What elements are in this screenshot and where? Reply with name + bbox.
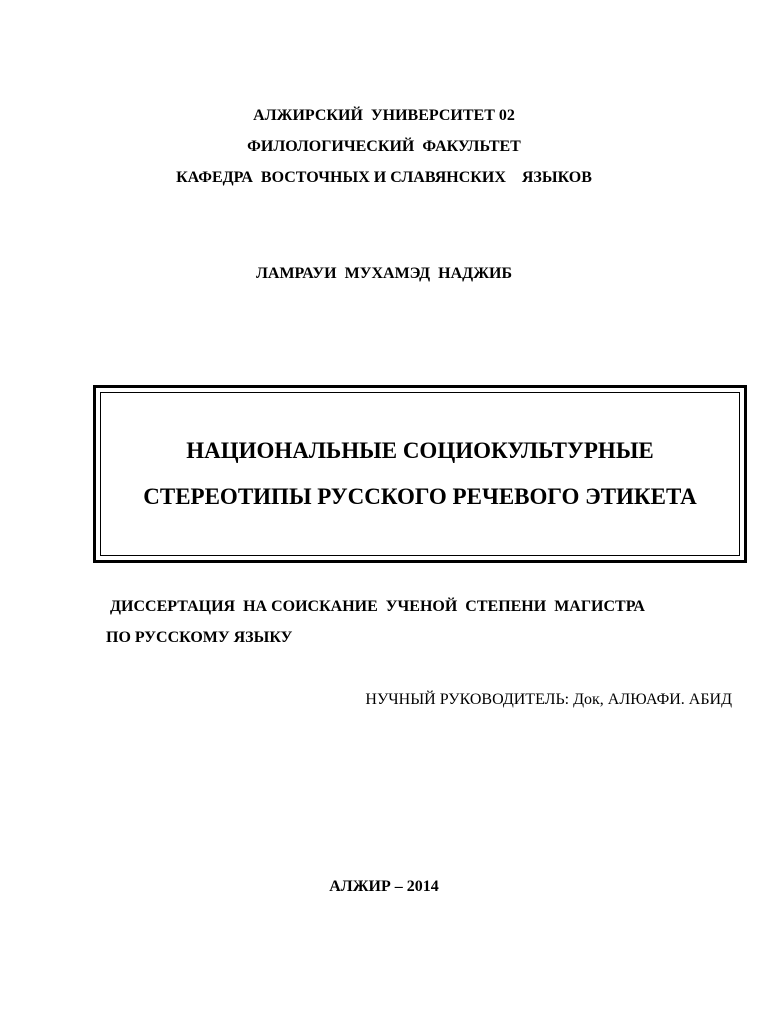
faculty-name: ФИЛОЛОГИЧЕСКИЙ ФАКУЛЬТЕТ	[247, 138, 521, 155]
title-frame	[93, 385, 747, 563]
dissertation-description-line-1: ДИССЕРТАЦИЯ НА СОИСКАНИЕ УЧЕНОЙ СТЕПЕНИ МАГИСТРА	[110, 598, 645, 615]
dissertation-description-line-2: ПО РУССКОМУ ЯЗЫКУ	[106, 629, 293, 646]
title-frame-inner	[100, 392, 740, 556]
thesis-title-line-2: СТЕРЕОТИПЫ РУССКОГО РЕЧЕВОГО ЭТИКЕТА	[143, 484, 697, 509]
author-name: ЛАМРАУИ МУХАМЭД НАДЖИБ	[255, 265, 513, 282]
city-year: АЛЖИР – 2014	[329, 878, 439, 895]
supervisor: НУЧНЫЙ РУКОВОДИТЕЛЬ: Док, АЛЮАФИ. АБИД	[365, 691, 732, 708]
department-name: КАФЕДРА ВОСТОЧНЫХ И СЛАВЯНСКИХ ЯЗЫКОВ	[176, 169, 592, 186]
university-name: АЛЖИРСКИЙ УНИВЕРСИТЕТ 02	[253, 107, 515, 124]
thesis-title-line-1: НАЦИОНАЛЬНЫЕ СОЦИОКУЛЬТУРНЫЕ	[186, 438, 654, 463]
